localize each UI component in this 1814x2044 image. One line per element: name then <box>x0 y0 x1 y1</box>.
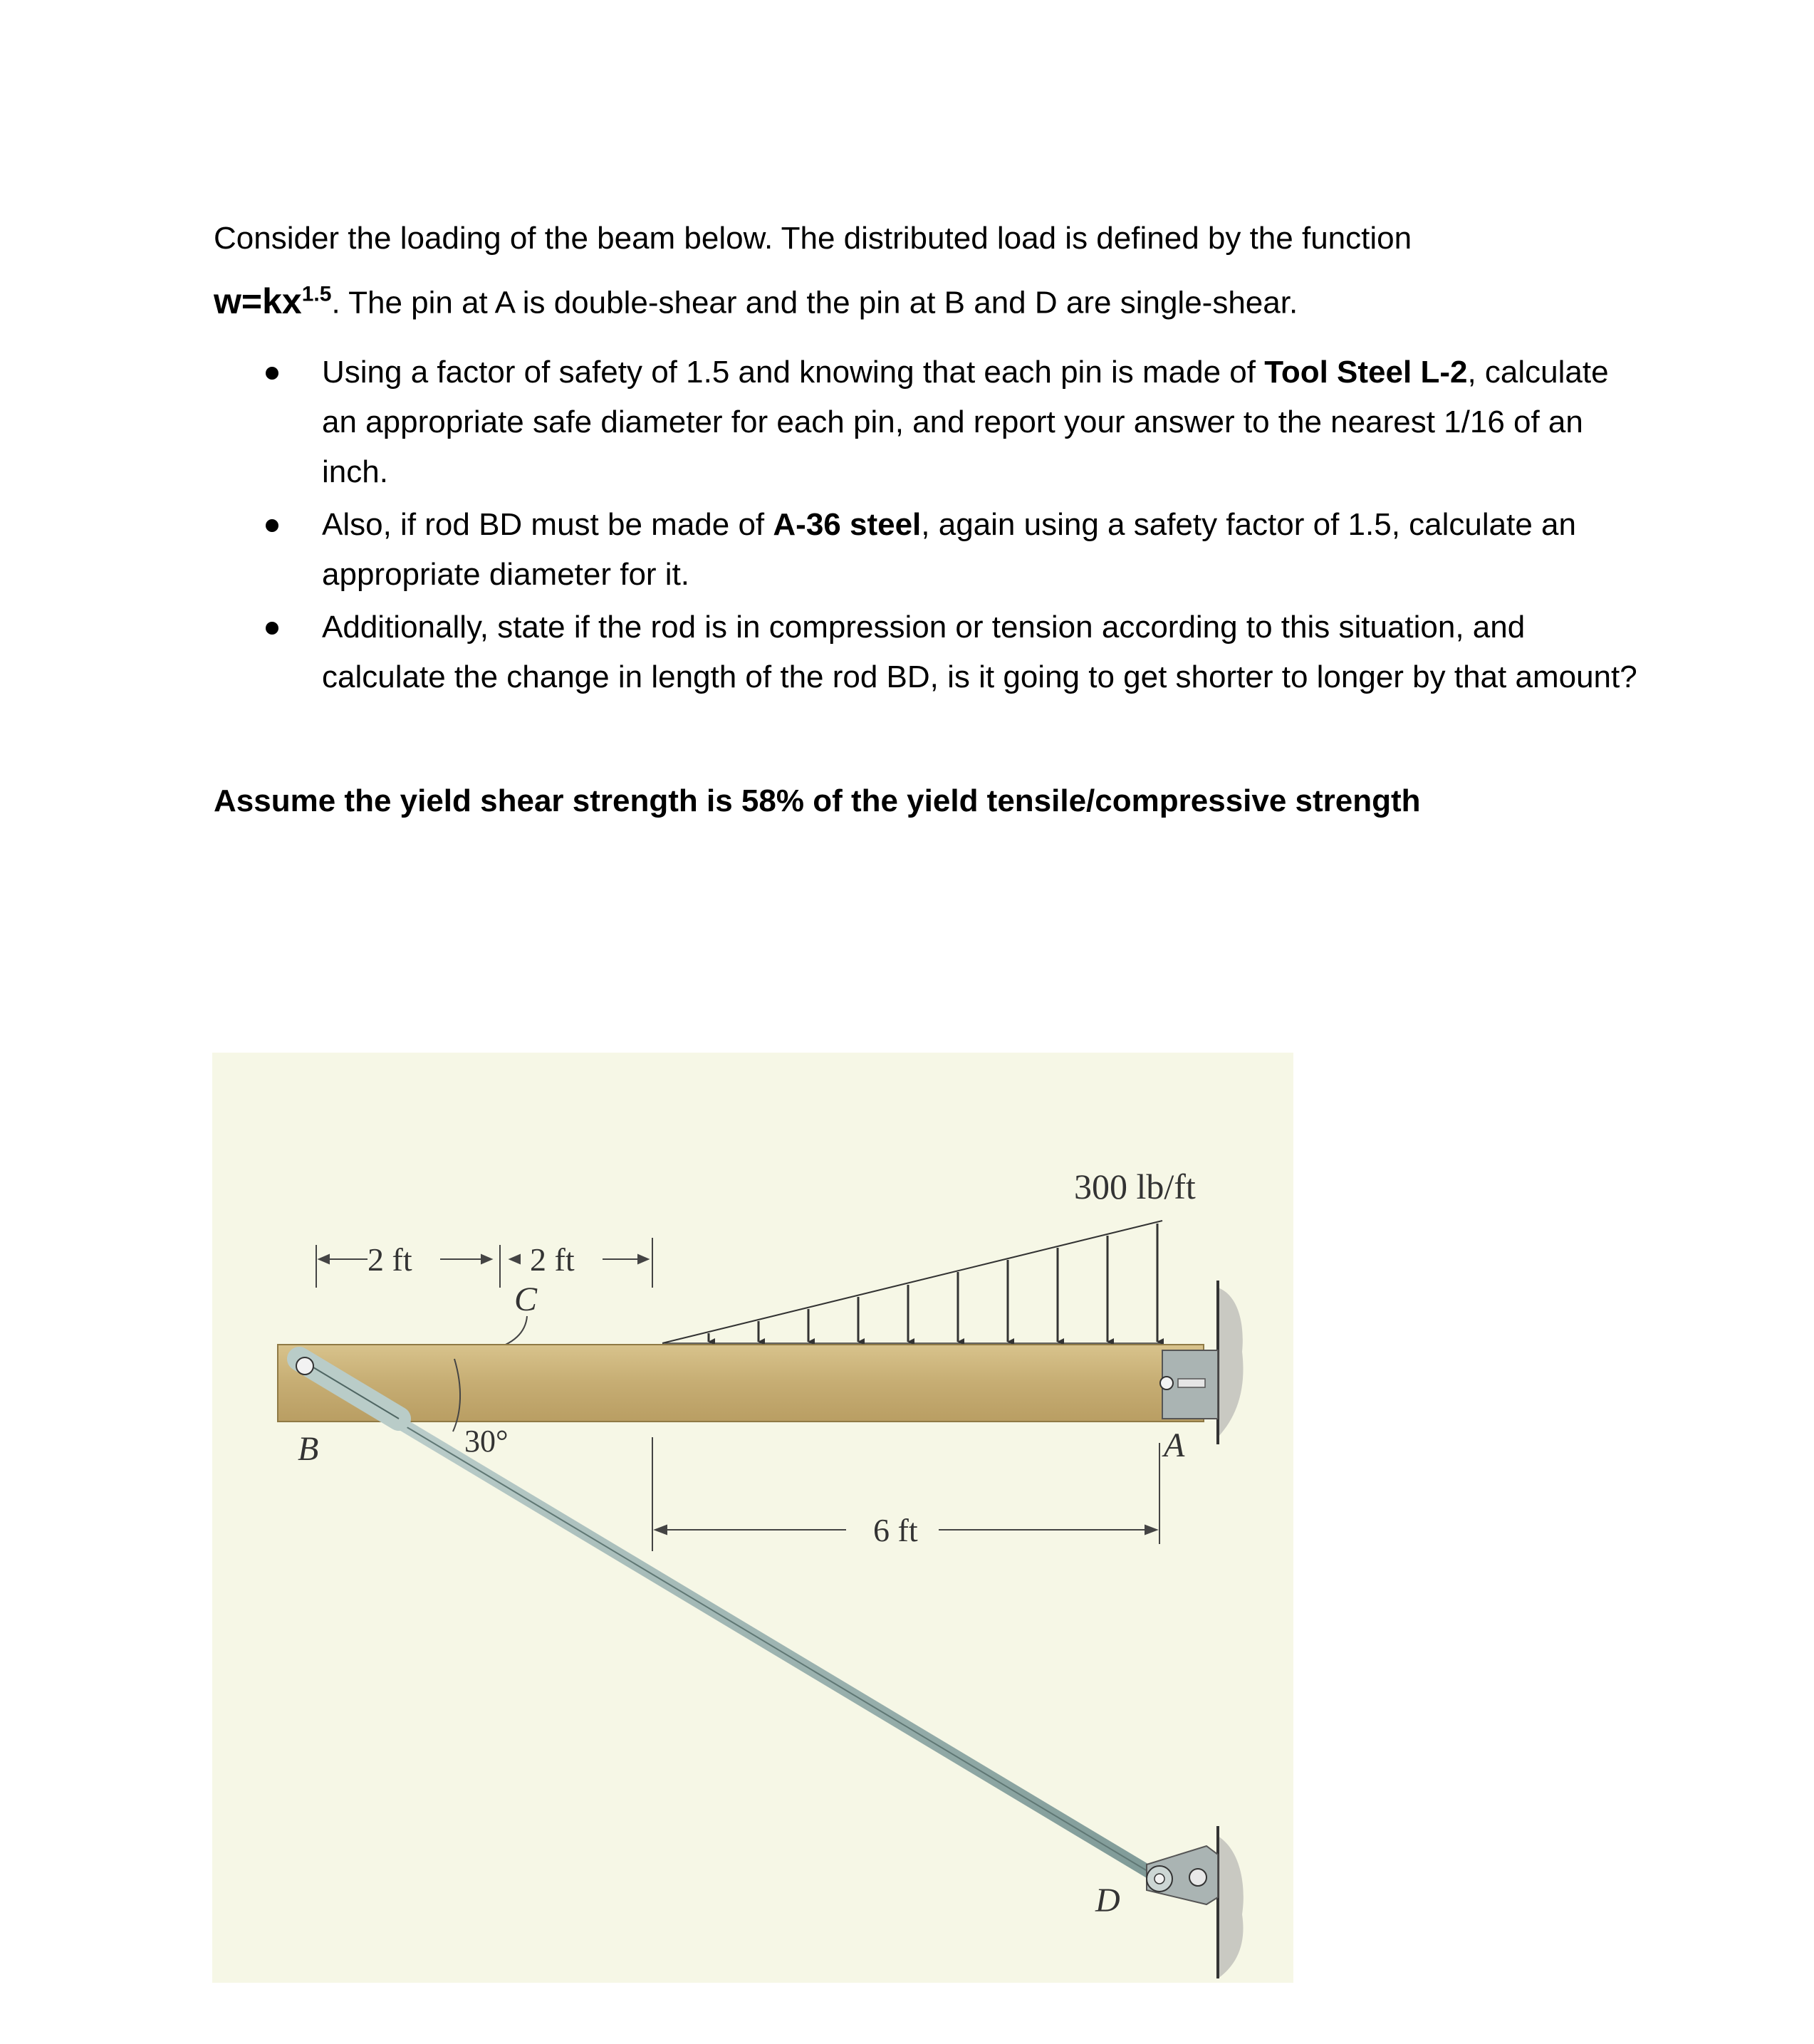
beam-figure <box>212 1053 1293 1983</box>
beam-diagram <box>212 1053 1293 1983</box>
pin-support-a <box>1160 1350 1218 1419</box>
intro-line-2: . The pin at A is double-shear and the pin at B and D are single-shear. <box>331 285 1298 320</box>
intro-line-1: Consider the loading of the beam below. The distributed load is defined by the function <box>214 221 1412 256</box>
point-b-label: B <box>298 1430 319 1468</box>
bullet-icon <box>266 622 278 635</box>
angle-label: 30° <box>464 1424 509 1459</box>
dimension-left: 2 ft <box>368 1241 412 1278</box>
task-list <box>214 348 1645 705</box>
formula-exponent: 1.5 <box>301 282 332 306</box>
bullet-icon <box>266 519 278 532</box>
task-item-3: Additionally, state if the rod is in compression or tension according to this situation, and calculate the change in length of the rod BD, is it going to get shorter to longer by that amount? <box>214 603 1645 702</box>
load-formula <box>214 281 331 321</box>
point-c-label: C <box>514 1281 538 1318</box>
dimension-mid: 2 ft <box>530 1241 575 1278</box>
load-label: 300 lb/ft <box>1074 1167 1196 1206</box>
dimension-bottom: 6 ft <box>873 1512 918 1548</box>
point-d-label: D <box>1095 1882 1120 1919</box>
intro-paragraph <box>214 211 1638 331</box>
task-item-2: Also, if rod BD must be made of A-36 steel, again using a safety factor of 1.5, calculate an appropriate diameter for it. <box>214 500 1645 600</box>
bullet-icon <box>266 367 278 380</box>
beam <box>278 1345 1204 1422</box>
formula-base: w=kx <box>214 281 302 321</box>
point-a-label: A <box>1164 1427 1185 1464</box>
task-item-1: Using a factor of safety of 1.5 and knowing that each pin is made of Tool Steel L-2, calculate an appropriate safe diameter for each pin, and report your answer to the nearest 1/16 of an inch. <box>214 348 1645 497</box>
assumption-statement: Assume the yield shear strength is 58% of the yield tensile/compressive strength <box>214 783 1421 818</box>
